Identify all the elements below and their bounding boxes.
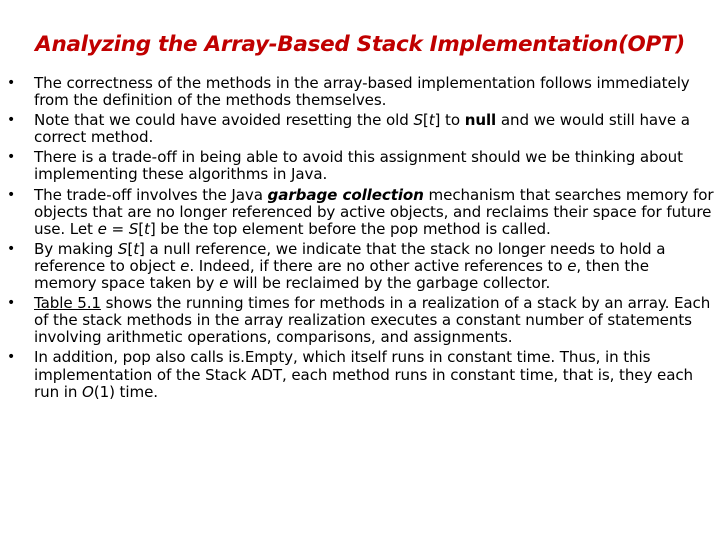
bullet-text: . Indeed, if there are no other active references to xyxy=(189,256,568,275)
bullet-item xyxy=(0,349,720,400)
bullet-text: [ xyxy=(422,111,429,130)
bullet-text: [ xyxy=(138,219,144,238)
bullet-text: [ xyxy=(127,239,134,258)
bullet-list xyxy=(0,75,720,401)
bullet-text: mechanism that searches memory for objects that are no longer referenced by active objects, and reclaims their space for future use. Let xyxy=(34,185,714,238)
bullet-text: will be reclaimed by the garbage collector. xyxy=(228,274,551,293)
bullet-dot-icon: • xyxy=(7,112,16,129)
italic-term: e xyxy=(180,256,190,275)
bullet-item xyxy=(0,149,720,183)
bold-italic-term: garbage collection xyxy=(267,185,424,204)
bullet-item xyxy=(0,75,720,109)
italic-term: t xyxy=(143,219,150,238)
bold-term: null xyxy=(464,111,497,130)
bullet-item xyxy=(0,241,720,292)
bullet-text: ] be the top element before the pop method is called. xyxy=(149,219,551,238)
bullet-dot-icon: • xyxy=(7,295,16,312)
italic-term: S xyxy=(117,239,128,258)
italic-term: S xyxy=(413,111,423,130)
bullet-text: (1) time. xyxy=(93,382,158,401)
bullet-dot-icon: • xyxy=(7,240,16,257)
italic-term: e xyxy=(97,219,107,238)
italic-term: e xyxy=(567,256,577,275)
bullet-text: ] to xyxy=(434,111,465,130)
bullet-text: ] a null reference, we indicate that the stack no longer needs to hold a reference to object xyxy=(34,239,666,275)
bullet-text: shows the running times for methods in a realization of a stack by an array. Each of the stack methods in the array realization executes a constant number of statements involving arithmetic operations, comparisons, and assignments. xyxy=(34,294,711,347)
bullet-dot-icon: • xyxy=(7,186,16,203)
bullet-text: = xyxy=(106,219,129,238)
bullet-dot-icon: • xyxy=(7,349,16,366)
italic-term: O xyxy=(82,382,94,401)
bullet-text: In addition, pop also calls is.Empty, which itself runs in constant time. Thus, in this implementation of the Stack ADT, each method runs in constant time, that is, they each run in xyxy=(34,348,694,401)
italic-term: t xyxy=(428,111,435,130)
bullet-dot-icon: • xyxy=(7,149,16,166)
bullet-item xyxy=(0,295,720,346)
bullet-text: Note that we could have avoided resetting the old xyxy=(34,111,414,130)
slide-title: Analyzing the Array-Based Stack Implementation(OPT) xyxy=(35,32,685,57)
bullet-dot-icon: • xyxy=(7,75,16,91)
italic-term: e xyxy=(219,274,229,293)
table-reference-link[interactable]: Table 5.1 xyxy=(34,294,101,313)
bullet-text: and we would still have a correct method. xyxy=(34,111,690,147)
italic-term: t xyxy=(133,239,140,258)
bullet-item xyxy=(0,187,720,238)
italic-term: S xyxy=(128,219,139,238)
bullet-text: , then the memory space taken by xyxy=(34,256,649,293)
bullet-text: The correctness of the methods in the array-based implementation follows immediately from the definition of the methods themselves. xyxy=(34,74,690,110)
bullet-item xyxy=(0,112,720,146)
bullet-text: The trade-off involves the Java xyxy=(34,185,268,204)
bullet-text: By making xyxy=(34,239,118,258)
bullet-text: There is a trade-off in being able to avoid this assignment should we be thinking about implementing these algorithms in Java. xyxy=(34,148,683,184)
